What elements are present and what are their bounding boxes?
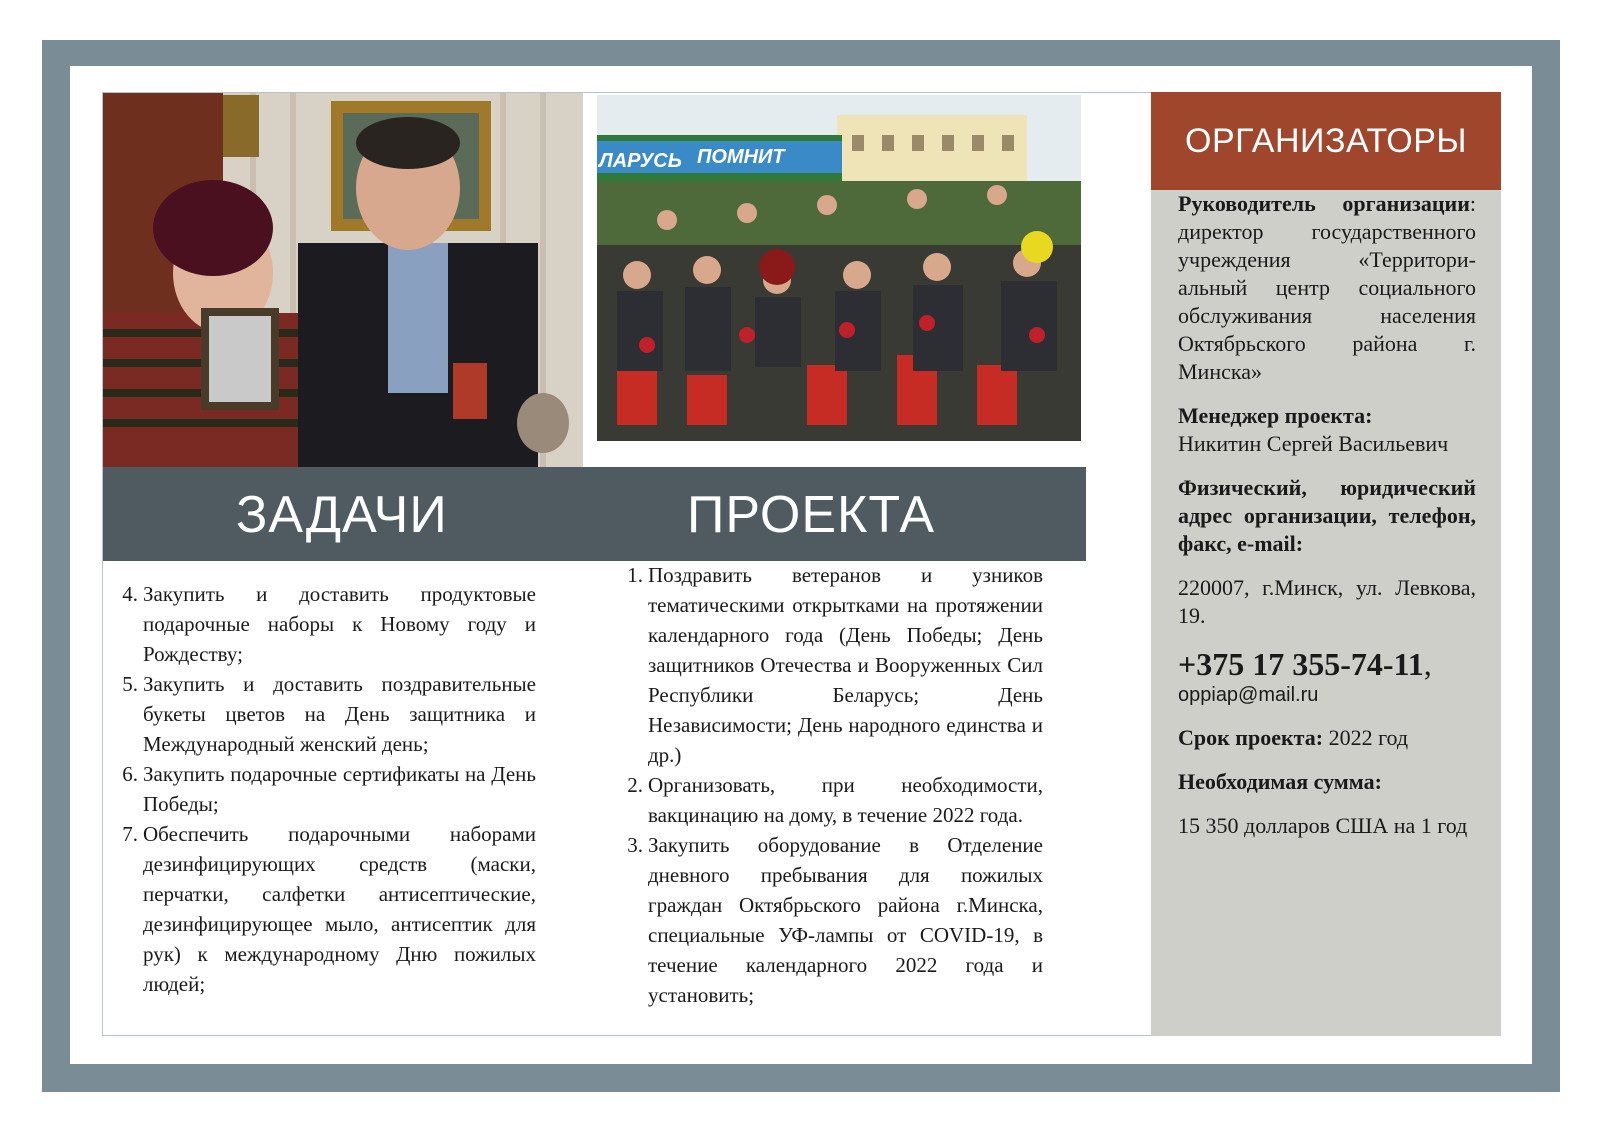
head-of-organization <box>1178 190 1476 386</box>
list-item: 4. Закупить и доставить продуктовые подарочные наборы к Новому году и Рождеству; <box>122 582 536 666</box>
list-item: 7. Обеспечить подарочными наборами дезинфицирующих средств (маски, перчатки, салфетки антисептические, дезинфицирующее мыло, антисептик для рук) к международному Дню пожилых людей; <box>122 822 536 996</box>
list-item: 5. Закупить и доставить поздравительные букеты цветов на День защитника и Международный женский день; <box>122 672 536 756</box>
tasks-left-column <box>108 579 536 999</box>
phone: +375 17 355-74-11, <box>1178 646 1432 682</box>
required-sum-label: Необходимая сумма: <box>1178 769 1382 794</box>
photo-parade-veterans <box>597 95 1081 441</box>
heading-word-tasks: ЗАДАЧИ <box>236 486 448 544</box>
address-label: Физический, юридический адрес организации, телефон, факс, e-mail: <box>1178 475 1476 556</box>
banner-left-text: ЛАРУСЬ <box>599 150 682 172</box>
address: 220007, г.Минск, ул. Левкова, 19. <box>1178 575 1476 628</box>
list-item: 2. Организовать, при необходимости, вакцинацию на дому, в течение 2022 года. <box>627 773 1043 827</box>
organizers-title: ОРГАНИЗАТОРЫ <box>1151 92 1501 190</box>
required-sum-value: 15 350 долларов США на 1 год <box>1178 813 1468 838</box>
project-term: Срок проекта: 2022 год <box>1178 725 1409 750</box>
email: oppiap@mail.ru <box>1178 684 1319 706</box>
banner-right-text: ПОМНИТ <box>697 146 785 168</box>
manager-label: Менеджер проекта: <box>1178 403 1373 428</box>
photo-veteran-couple <box>103 93 583 467</box>
manager-name: Никитин Сергей Васильевич <box>1178 431 1449 456</box>
organizers-body <box>1178 190 1476 840</box>
tasks-heading-band <box>103 467 1086 561</box>
list-item: 6. Закупить подарочные сертификаты на День Победы; <box>122 762 536 816</box>
head-text: : директор государственного учреждения «Территори-альный центр социального обслуживания населения Октябрьского района г. Минска» <box>1178 191 1476 384</box>
list-item: 3. Закупить оборудование в Отделение дневного пребывания для пожилых граждан Октябрьского района г.Минска, специальные УФ-лампы от COVID-19, в течение календарного 2022 года и установить; <box>627 833 1043 1007</box>
list-item: 1. Поздравить ветеранов и узников тематическими открытками на протяжении календарного года (День Победы; День защитников Отечества и Вооруженных Сил Республики Беларусь; День Независимости; День народного единства и др.) <box>627 563 1043 767</box>
tasks-right-column <box>613 560 1043 1010</box>
heading-word-project: ПРОЕКТА <box>687 486 936 544</box>
organizers-panel <box>1151 92 1501 1036</box>
head-label: Руководитель организации <box>1178 191 1470 216</box>
